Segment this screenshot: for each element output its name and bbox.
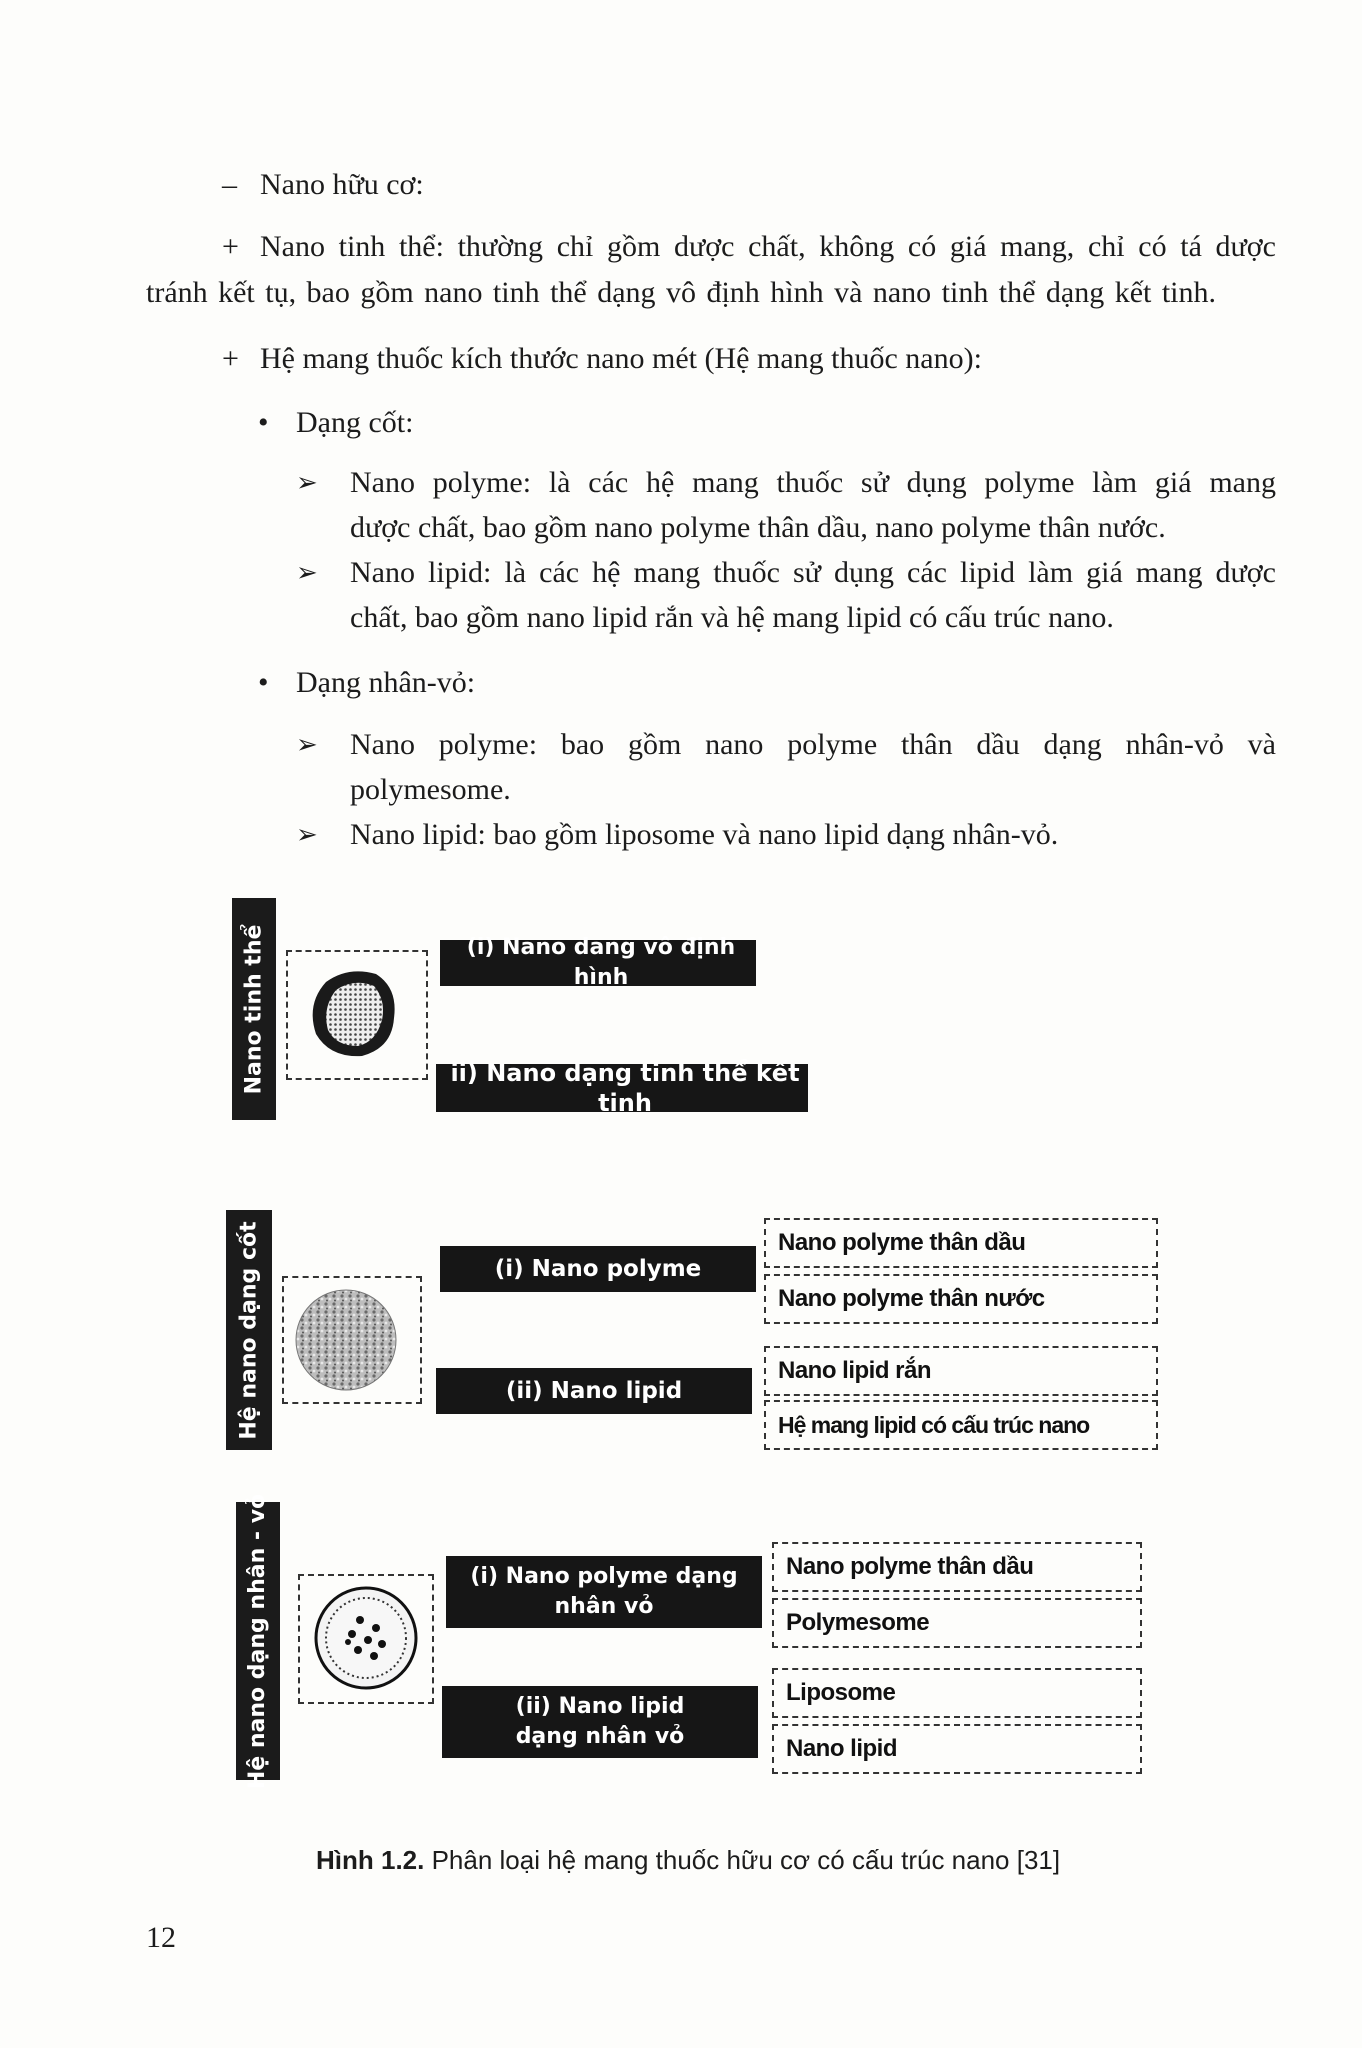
text-line-cs-polyme-b: polymesome.: [350, 773, 511, 806]
arrow-marker: ➢: [296, 468, 318, 498]
nanocrystal-particle-box: [286, 950, 428, 1080]
item-nano-polyme: (i) Nano polyme: [440, 1246, 756, 1292]
core-shell-particle-box: [298, 1574, 434, 1704]
amorphous-particle-icon: [288, 952, 426, 1078]
sub-solid-lipid: Nano lipid rắn: [764, 1346, 1158, 1396]
sidebar-core-shell-system: Hệ nano dạng nhân - vỏ: [236, 1502, 280, 1780]
item-amorphous-nano: (i) Nano dang vô định hình: [440, 940, 756, 986]
matrix-particle-box: [282, 1276, 422, 1404]
sidebar-nanocrystal: Nano tinh thể: [232, 898, 276, 1120]
text-line-core-shell-type: Dạng nhân-vỏ:: [296, 666, 476, 699]
caption-label: Hình 1.2.: [316, 1845, 425, 1875]
item-core-shell-lipid: (ii) Nano lipid dạng nhân vỏ: [442, 1686, 758, 1758]
text-line-nanocrystal-a: Nano tinh thể: thường chỉ gồm dược chất, không có giá mang, chỉ có tá dược: [260, 230, 1276, 263]
text-line-nanocrystal-b: tránh kết tụ, bao gồm nano tinh thể dạng vô định hình và nano tinh thể dạng kết tinh.: [146, 276, 1216, 309]
text-line-organic-nano: Nano hữu cơ:: [260, 168, 424, 201]
item-crystalline-nano: ii) Nano dạng tinh thể kết tinh: [436, 1064, 808, 1112]
text-line-matrix-type: Dạng cốt:: [296, 406, 414, 439]
sub-cs-oil-polyme: Nano polyme thân dầu: [772, 1542, 1142, 1592]
matrix-particle-icon: [284, 1278, 420, 1402]
core-shell-particle-icon: [300, 1576, 432, 1702]
text-line-lipid-b: chất, bao gồm nano lipid rắn và hệ mang lipid có cấu trúc nano.: [350, 601, 1114, 634]
figure-caption: [316, 1840, 1060, 1880]
text-line-lipid-a: Nano lipid: là các hệ mang thuốc sử dụng các lipid làm giá mang dược: [350, 556, 1276, 589]
text-line-nano-carrier: Hệ mang thuốc kích thước nano mét (Hệ mang thuốc nano):: [260, 342, 982, 375]
plus-marker: +: [222, 230, 239, 263]
text-line-cs-lipid: Nano lipid: bao gồm liposome và nano lipid dạng nhân-vỏ.: [350, 818, 1059, 851]
bullet-marker: •: [258, 406, 269, 439]
item-core-shell-polyme: (i) Nano polyme dạng nhân vỏ: [446, 1556, 762, 1628]
dash-marker: –: [222, 168, 237, 201]
sub-oil-polyme: Nano polyme thân dầu: [764, 1218, 1158, 1268]
text-line-cs-polyme-a: Nano polyme: bao gồm nano polyme thân dầu dạng nhân-vỏ và: [350, 728, 1276, 761]
page-number: 12: [146, 1921, 176, 1954]
sub-water-polyme: Nano polyme thân nước: [764, 1274, 1158, 1324]
text-line-polyme-b: dược chất, bao gồm nano polyme thân dầu, nano polyme thân nước.: [350, 511, 1166, 544]
sub-nanostructured-lipid: Hệ mang lipid có cấu trúc nano: [764, 1400, 1158, 1450]
item-nano-lipid: (ii) Nano lipid: [436, 1368, 752, 1414]
sidebar-matrix-system: Hệ nano dạng cốt: [226, 1210, 272, 1450]
sub-cs-nano-lipid: Nano lipid: [772, 1724, 1142, 1774]
arrow-marker: ➢: [296, 558, 318, 588]
bullet-marker: •: [258, 666, 269, 699]
caption-text: Phân loại hệ mang thuốc hữu cơ có cấu trúc nano [31]: [424, 1845, 1061, 1875]
arrow-marker: ➢: [296, 820, 318, 850]
plus-marker: +: [222, 342, 239, 375]
text-line-polyme-a: Nano polyme: là các hệ mang thuốc sử dụng polyme làm giá mang: [350, 466, 1276, 499]
sub-liposome: Liposome: [772, 1668, 1142, 1718]
sub-polymesome: Polymesome: [772, 1598, 1142, 1648]
arrow-marker: ➢: [296, 730, 318, 760]
